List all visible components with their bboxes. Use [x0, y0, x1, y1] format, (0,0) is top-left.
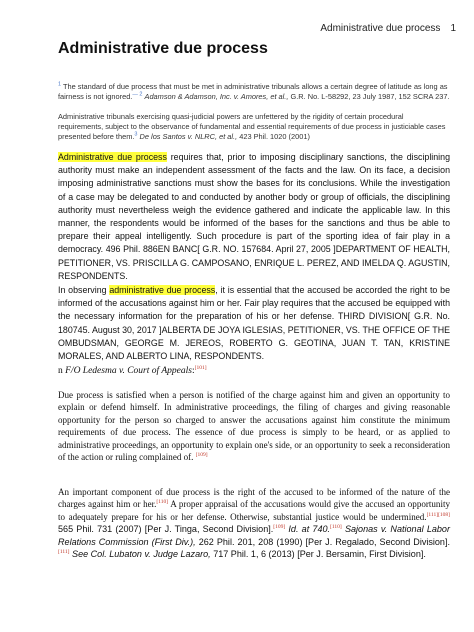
heading-case: F/O Ledesma v. Court of Appeals	[65, 366, 192, 376]
footnote-tail: 423 Phil. 1020 (2001)	[239, 132, 310, 141]
highlight-phrase: administrative due process	[109, 285, 216, 295]
paragraph-text: An important component of due process is the right of the accused to be informed of the nature of the charges against him or her.	[58, 487, 450, 510]
paragraph-citation: Sajonas v. National Labor Relations Commission (First Div.),	[58, 524, 450, 547]
document-title: Administrative due process	[58, 40, 268, 57]
paragraph-text: Id. at 740.	[285, 524, 331, 535]
paragraph-text: A proper appraisal of the accusations would give the accused an opportunity to adequately prepare for his or her defense. Otherwise, substantial justice would be undermined.	[58, 499, 450, 522]
footnote-ref[interactable]: [108]	[438, 511, 450, 518]
footnote-ref[interactable]: [111]	[58, 549, 70, 556]
footnote-ref[interactable]: [109]	[273, 524, 286, 531]
footnote-citation: Adamson & Adamson, Inc. v. Amores, et al.,	[144, 92, 289, 101]
footnote-ref[interactable]: [111]	[426, 511, 439, 518]
footnote-standard	[58, 82, 450, 102]
footnote-ref[interactable]: [101]	[194, 364, 207, 371]
paragraph-text: 717 Phil. 1, 6 (2013) [Per J. Bersamin, First Division].	[210, 549, 426, 560]
paragraph-ledesma	[58, 389, 450, 463]
paragraph-camposano	[58, 151, 450, 283]
paragraph-text: Due process is satisfied when a person is notified of the charge against him and given an opportunity to explain or defend himself. In administrative proceedings, the filing of charges and giving reasonable opportunity for the person so charged to answer the accusations against him constitute the minimum requirements of due process. The essence of due process is simply to be heard, or as applied to administrative proceedings, an opportunity to explain one's side, or an opportunity to seek a reconsideration of the action or ruling complained of.	[58, 390, 450, 463]
paragraph-text: 262 Phil. 201, 208 (1990) [Per J. Regalado, Second Division].	[195, 536, 450, 547]
footnote-text: Administrative tribunals exercising quasi-judicial powers are unfettered by the rigidity of certain procedural requirements, subject to the observance of fundamental and essential requirements of due process in justiciable cases presented before them.	[58, 112, 446, 141]
footnote-text: The standard of due process that must be met in administrative tribunals allows a certain degree of latitude as long as fairness is not ignored.	[58, 82, 448, 101]
footnote-tail: G.R. No. L-58292, 23 July 1987, 152 SCRA 237.	[290, 92, 450, 101]
paragraph-text: 565 Phil. 731 (2007) [Per J. Tinga, Second Division].	[58, 524, 274, 535]
highlight-phrase: Administrative due process	[58, 152, 167, 162]
footnote-ref[interactable]: [109]	[195, 452, 208, 459]
case-heading	[58, 366, 450, 376]
page-header	[320, 23, 456, 34]
paragraph-text: , it is essential that the accused be accorded the right to be informed of the accusations against him or her. Fair play requires that the accused be equipped with the necessary information for the preparation of his or her defense. THIRD DIVISION[ G.R. No. 180745. August 30, 2017 ]ALBERTA DE JOYA IGLESIAS, PETITIONER, VS. THE OFFICE OF THE OMBUDSMAN, GEORGE M. JEREOS, ROBERTO G. GEOTINA, JUAN T. TAN, KRISTINE MORALES, AND ALBERTO LINA, RESPONDENTS.	[58, 285, 450, 362]
heading-suffix: :	[191, 366, 195, 376]
header-title: Administrative due process	[320, 23, 441, 34]
footnote-ref[interactable]: [110]	[330, 524, 342, 531]
paragraph-important-component	[58, 486, 450, 560]
paragraph-citation: See Col. Lubaton v. Judge Lazaro,	[69, 549, 211, 560]
footnote-citation: De los Santos v. NLRC, et al.,	[139, 132, 238, 141]
footnote-ref[interactable]: — 2	[132, 91, 143, 98]
footnote-ref[interactable]: [110]	[156, 499, 169, 506]
footnote-ref[interactable]: 3	[134, 131, 138, 138]
paragraph-text: requires that, prior to imposing disciplinary sanctions, the disciplining authority must make an independent assessment of the facts and the law. On its face, a decision imposing administrative sanctions must show the bases for its conclusions. While the investigation of a case may be delegated to and conducted by another body or group of officials, the disciplining authority must nevertheless weigh the evidence gathered and indicate the applicable law. In this manner, the respondents would be informed of the bases for the sanctions and thus be able to prepare their appeal intelligently. Such procedure is part of the sporting idea of fair play in a democracy. 496 Phil. 886EN BANC[ G.R. NO. 157684. April 27, 2005 ]DEPARTMENT OF HEALTH, PETITIONER, VS. PRISCILLA G. CAMPOSANO, ENRIQUE L. PEREZ, AND IMELDA Q. AGUSTIN, RESPONDENTS.	[58, 152, 450, 281]
heading-prefix: n	[58, 366, 66, 376]
paragraph-iglesias	[58, 284, 450, 363]
footnote-tribunals	[58, 112, 450, 142]
page-number: 1	[450, 23, 456, 34]
footnote-ref[interactable]: 1	[58, 81, 62, 88]
paragraph-text: In observing	[58, 285, 110, 295]
